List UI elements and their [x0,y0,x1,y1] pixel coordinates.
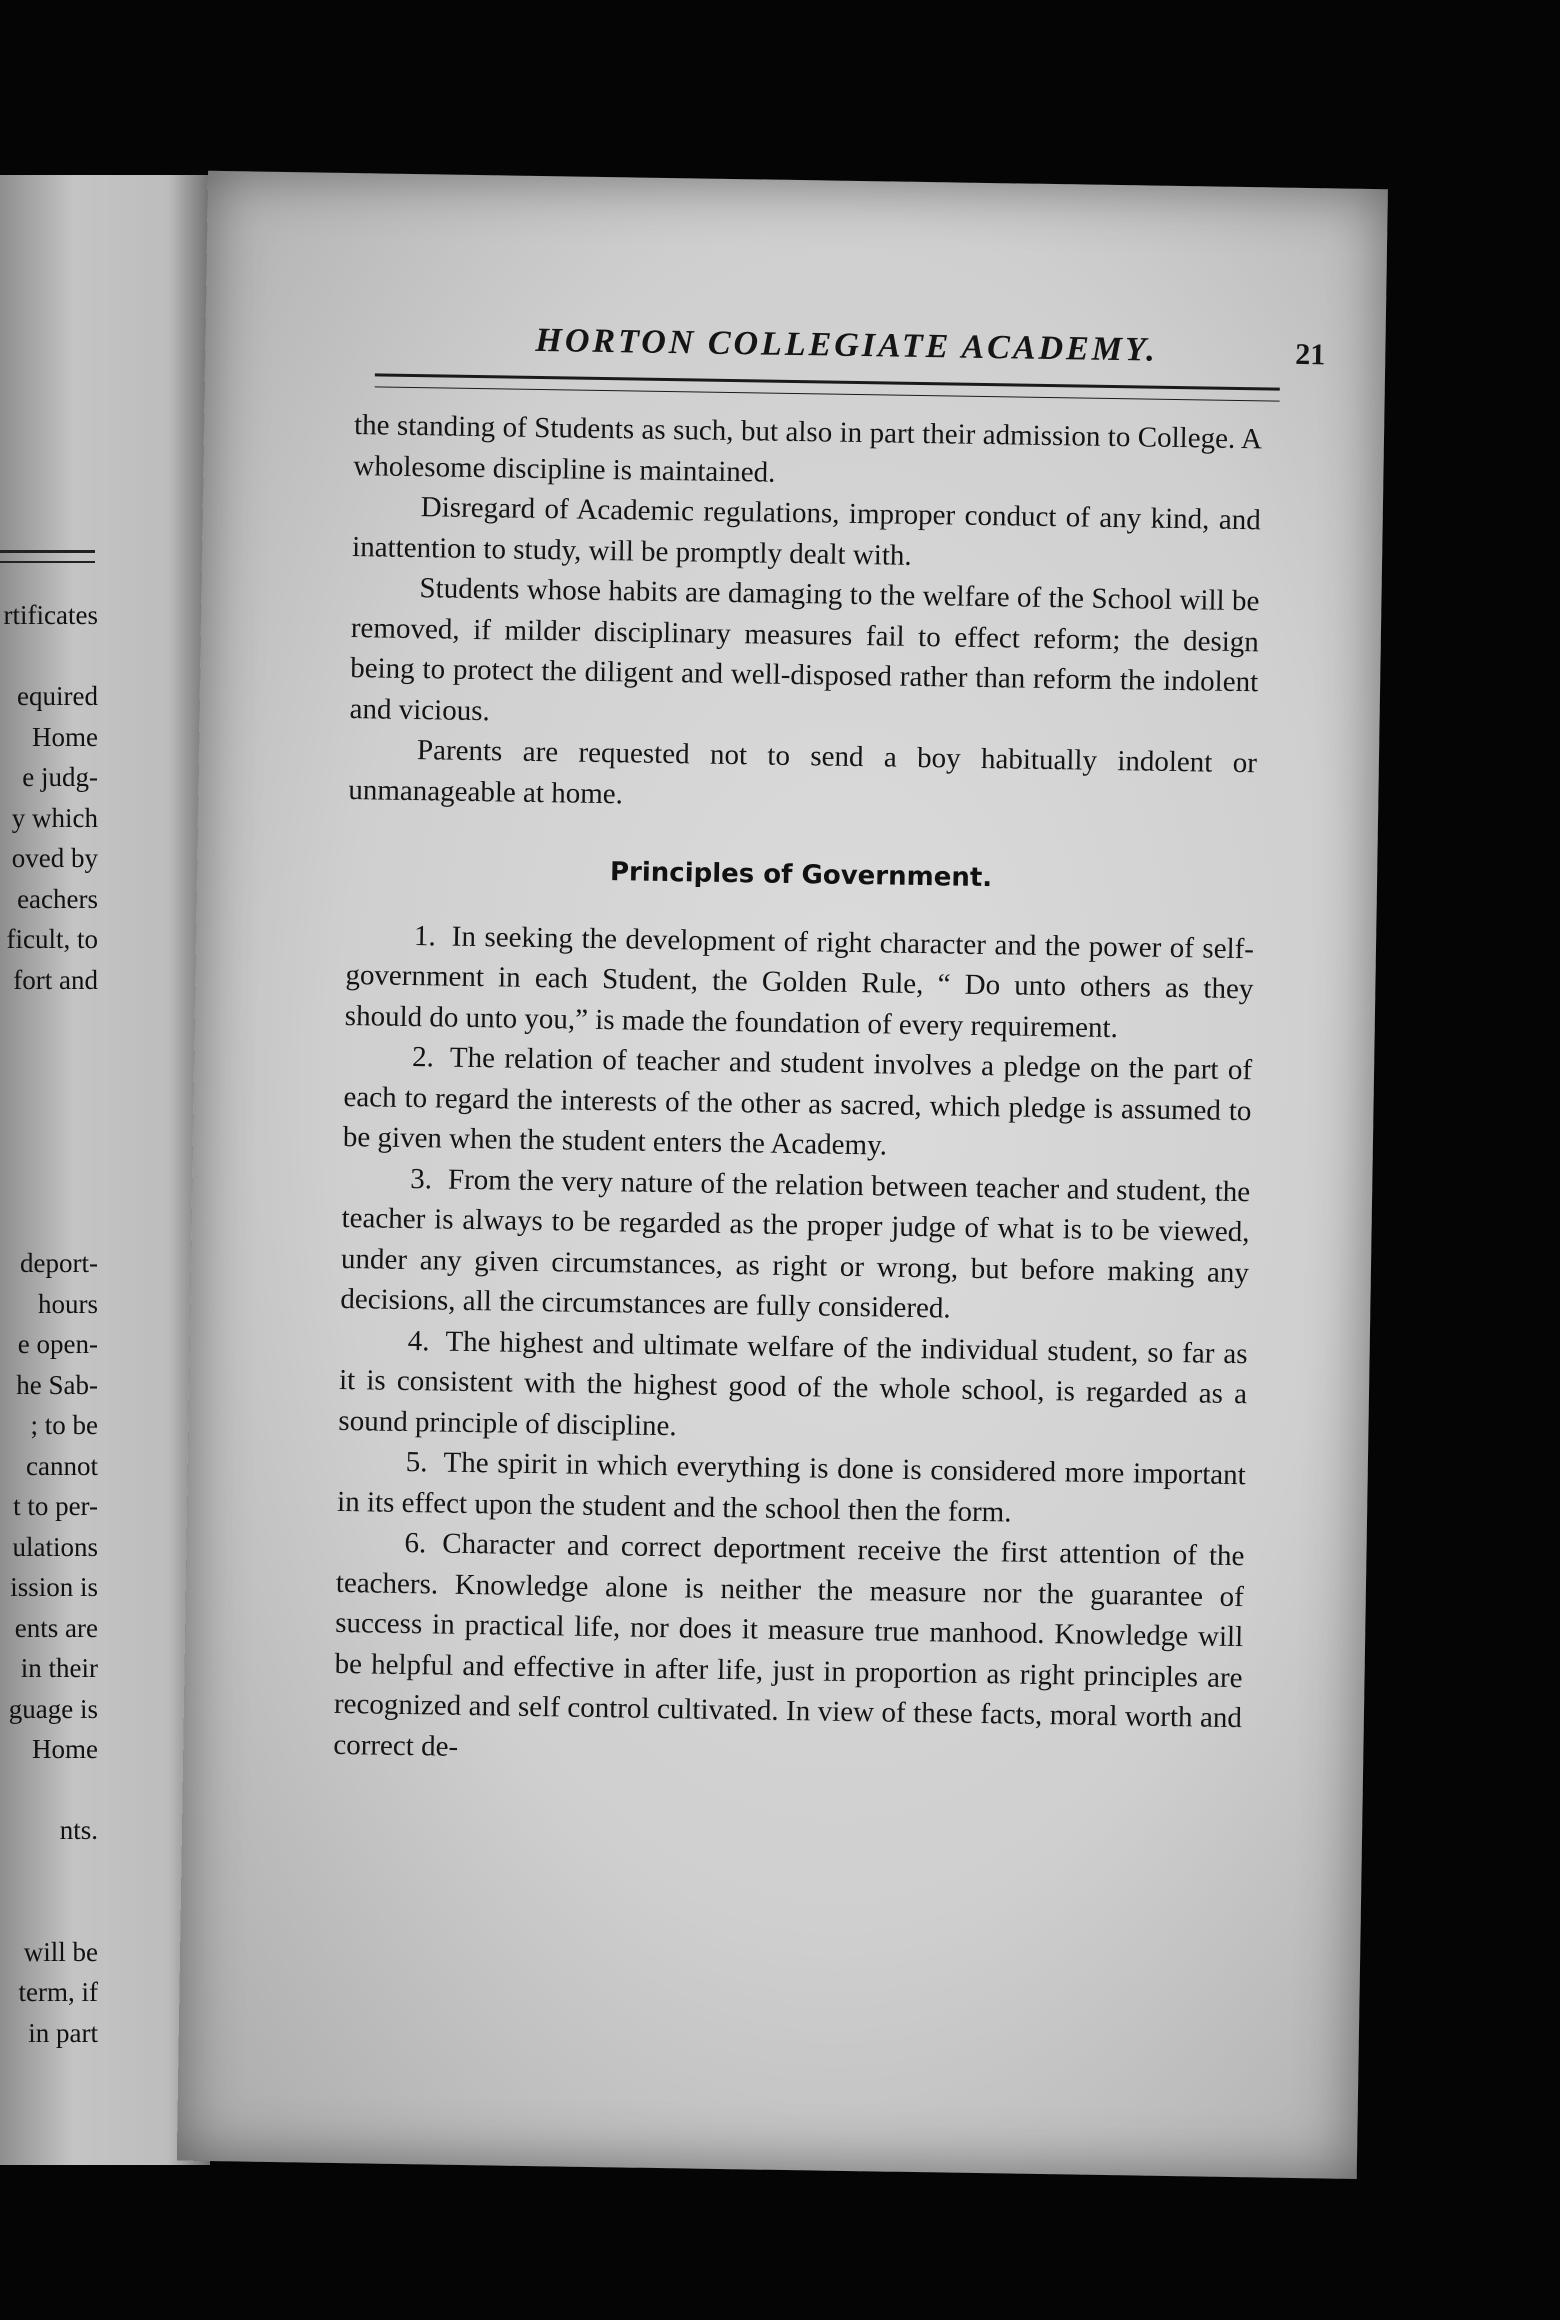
principle-number: 4. [407,1324,430,1357]
left-page-line: ents are [14,1612,98,1643]
principle-text: From the very nature of the relation between teacher and student, the teacher is always to be regarded as the proper judge of what is to be viewed, under any given circumstances, as right or wrong, but before making any decisions, all the circumstances are fully considered. [340,1163,1251,1325]
paragraph: Disregard of Academic regulations, improper conduct of any kind, and inattention to study, will be promptly dealt with. [351,491,1261,572]
book-page [177,171,1388,2179]
left-page-rule [0,550,95,563]
page-body [333,405,1262,1779]
left-page-line [4,1081,98,1122]
left-page-line [4,1122,98,1163]
left-page-line: he Sab- [16,1369,98,1400]
left-page-fragment [0,175,210,2165]
section-heading: Principles of Government. [609,857,993,894]
principle-text: The highest and ultimate welfare of the individual student, so far as it is consistent with the highest good of the whole school, is regarded as a sound principle of discipline. [338,1325,1248,1442]
left-page-line [4,1162,98,1203]
left-page-line: in part [28,2017,98,2048]
left-page-line: Home [32,1734,98,1764]
page-number: 21 [1295,337,1326,372]
principle-number: 1. [413,919,437,952]
left-page-line: e judg- [22,762,98,792]
paragraph: the standing of Students as such, but also in part their admission to College. A wholesome discipline is maintained. [353,409,1263,489]
left-page-line: ficult, to [6,924,98,954]
left-page-line: ulations [12,1531,98,1562]
left-page-line: will be [23,1936,98,1967]
left-page-line: e open- [17,1329,98,1359]
left-page-line: fort and [13,964,98,995]
left-page-line: deport- [20,1248,98,1278]
left-page-text [4,595,98,2053]
left-page-line: equired [17,681,98,711]
left-page-line: rtificates [3,600,98,630]
principle-number: 2. [411,1041,435,1074]
left-page-line [4,1041,98,1082]
principle-text: In seeking the development of right character and the power of self-government in each Student, the Golden Rule, “ Do unto others as they should do unto you,” is made the foundation of every requirement. [344,920,1255,1044]
left-page-line [4,1000,98,1041]
left-page-line: term, if [18,1977,98,2007]
left-page-line: cannot [26,1450,98,1481]
left-page-line [4,636,98,677]
principle-item [343,1036,1253,1172]
left-page-line: hours [38,1288,98,1319]
left-page-line: eachers [17,883,98,914]
left-page-line [4,1770,98,1811]
principle-item [333,1522,1245,1779]
left-page-line [4,1891,98,1932]
principle-number: 5. [405,1446,428,1479]
principle-item [337,1441,1246,1536]
paragraph: Parents are requested not to send a boy habitually indolent or unmanageable at home. [348,734,1258,810]
left-page-line: Home [32,721,98,752]
paragraph: Students whose habits are damaging to the welfare of the School will be removed, if milder disciplinary measures fail to effect reform; the design being to protect the diligent and well-disposed rather than reform the indolent and vicious. [349,572,1260,727]
principle-text: The relation of teacher and student involves a pledge on the part of each to regard the interests of the other as sacred, which pledge is assumed to be given when the student enters the Academy. [342,1041,1253,1162]
left-page-line: t to per- [13,1491,98,1521]
running-header [535,322,1326,384]
left-page-line [4,1851,98,1892]
left-page-line [4,1203,98,1244]
principle-text: Character and correct deportment receive the first attention of the teachers. Knowledge alone is neither the measure nor the guarantee of success in practical life, nor does it measure true manhood. Knowledge will be helpful and effective in after life, just in proportion as right principles are recognized and self control cultivated. In view of these facts, moral worth and correct de- [333,1527,1245,1763]
left-page-line: y which [11,802,98,833]
header-title: HORTON COLLEGIATE ACADEMY. [535,321,1159,369]
principle-item [338,1319,1248,1455]
left-page-line: in their [20,1653,98,1683]
principle-text: The spirit in which everything is done is considered more important in its effect upon the student and the school then the form. [336,1446,1246,1529]
left-page-line: nts. [59,1815,98,1845]
principle-item [344,914,1254,1050]
left-page-line: ission is [10,1572,98,1602]
principle-number: 6. [404,1526,427,1560]
principle-number: 3. [410,1162,433,1195]
left-page-line: oved by [11,843,98,873]
left-page-line: ; to be [30,1410,98,1440]
left-page-line: guage is [8,1693,98,1724]
principle-item [340,1157,1250,1333]
